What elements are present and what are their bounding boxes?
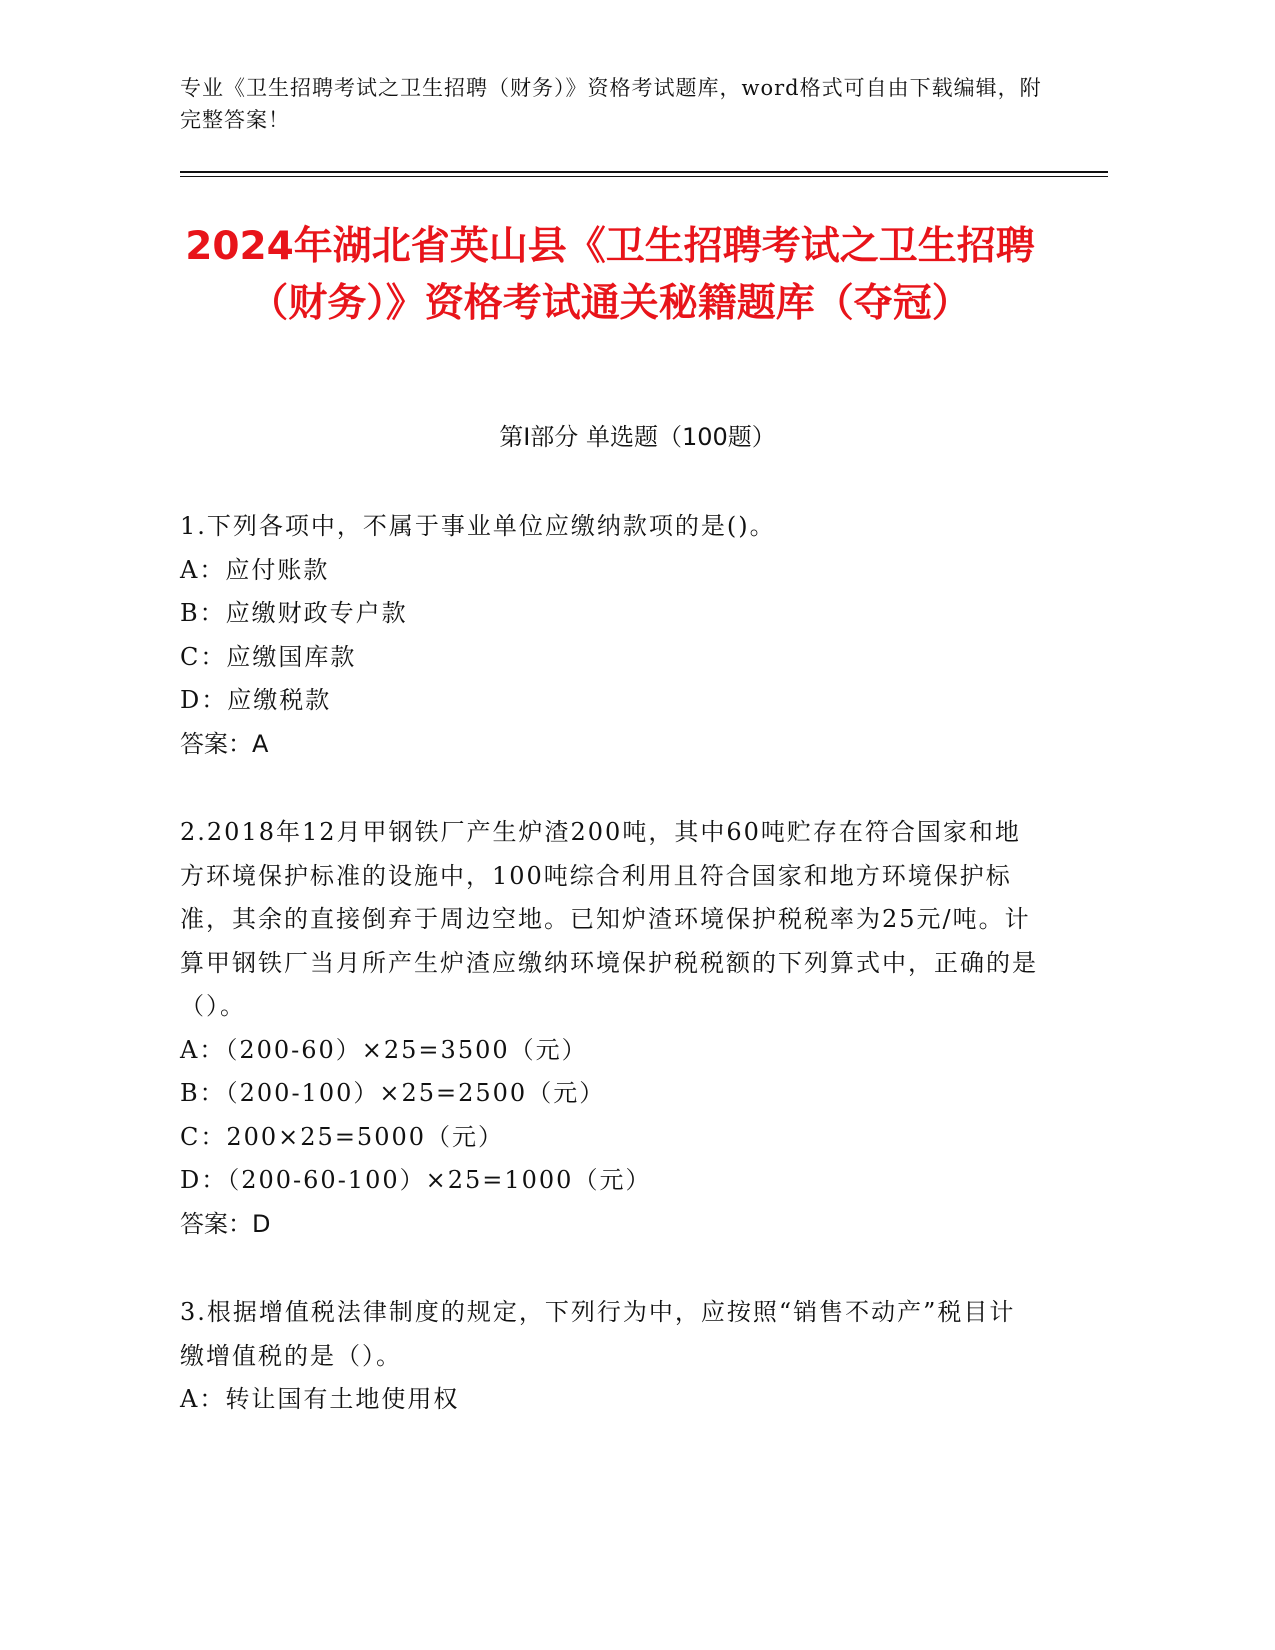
option-a: A：应付账款 (180, 555, 330, 584)
question-stem: 3.根据增值税法律制度的规定，下列行为中，应按照“销售不动产”税目计缴增值税的是（）。 (180, 1298, 1016, 1370)
header-divider-thin (180, 176, 1108, 177)
section-title: 第Ⅰ部分 单选题（100题） (499, 423, 776, 451)
option-d: D：应缴税款 (180, 686, 332, 714)
question-stem: 2.2018年12月甲钢铁厂产生炉渣200吨，其中60吨贮存在符合国家和地方环境保护标准的设施中，100吨综合利用且符合国家和地方环境保护标准，其余的直接倒弃于周边空地。已知炉渣环境保护税税率为25元/吨。计算甲钢铁厂当月所产生炉渣应缴纳环境保护税税额的下列算式中，正确的是（）。 (180, 818, 1038, 1020)
option-b: B：（200-100）×25=2500（元） (180, 1079, 606, 1107)
option-c: C：应缴国库款 (180, 642, 357, 671)
option-a: A：转让国有土地使用权 (180, 1385, 460, 1413)
answer: 答案：D (180, 1209, 271, 1238)
answer: 答案：A (180, 729, 269, 758)
option-b: B：应缴财政专户款 (180, 599, 408, 627)
option-a: A：（200-60）×25=3500（元） (180, 1035, 588, 1064)
header-divider-thick (180, 171, 1108, 173)
question-3 (180, 1291, 1040, 1422)
option-d: D：（200-60-100）×25=1000（元） (180, 1166, 652, 1194)
question-list (180, 505, 1040, 1467)
question-2 (180, 811, 1040, 1246)
option-c: C：200×25=5000（元） (180, 1122, 505, 1151)
header-note: 专业《卫生招聘考试之卫生招聘（财务）》资格考试题库，word格式可自由下载编辑，附完整答案！ (180, 76, 1042, 132)
question-stem: 1.下列各项中，不属于事业单位应缴纳款项的是()。 (180, 512, 776, 540)
document-title: 2024年湖北省英山县《卫生招聘考试之卫生招聘（财务）》资格考试通关秘籍题库（夺冠） (185, 224, 1035, 326)
question-1 (180, 505, 1040, 766)
